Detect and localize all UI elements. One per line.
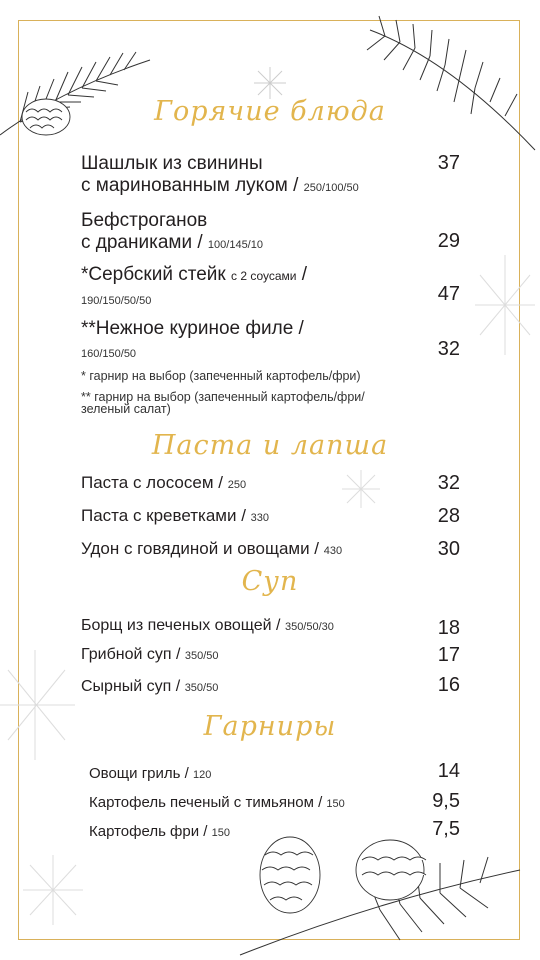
pine-branch-icon xyxy=(360,10,540,170)
item-price: 16 xyxy=(437,674,460,696)
item-weight: 250/100/50 xyxy=(303,182,359,194)
item-price: 37 xyxy=(437,152,460,174)
item-price: 18 xyxy=(437,617,460,639)
item-name: Удон с говядиной и овощами / xyxy=(81,539,320,558)
item-name: Паста с креветками / xyxy=(81,506,246,525)
menu-item xyxy=(81,153,359,199)
snowflake-icon xyxy=(0,645,80,765)
item-weight: 150 xyxy=(326,798,345,810)
item-weight: 190/150/50/50 xyxy=(81,295,152,307)
item-weight: 330 xyxy=(250,512,270,524)
item-weight: 430 xyxy=(323,545,343,557)
menu-item xyxy=(89,822,230,843)
item-name: **Нежное куриное филе / xyxy=(81,318,304,339)
snowflake-icon xyxy=(470,250,540,360)
item-price: 32 xyxy=(437,472,460,494)
item-weight: 100/145/10 xyxy=(207,239,263,251)
item-price: 14 xyxy=(437,760,460,782)
snowflake-icon xyxy=(340,468,382,510)
item-price: 17 xyxy=(437,644,460,666)
section-title-soup: Суп xyxy=(241,566,299,597)
menu-item xyxy=(89,764,211,785)
item-price: 30 xyxy=(437,538,460,560)
item-weight: 150 xyxy=(211,827,230,839)
menu-item xyxy=(81,473,246,495)
menu-item xyxy=(81,539,342,561)
item-price: 29 xyxy=(437,230,460,252)
item-name: Бефстроганов xyxy=(81,210,208,231)
item-name: *Сербский стейк xyxy=(81,264,226,285)
item-name: Сырный суп / xyxy=(81,678,181,695)
item-name: Картофель фри / xyxy=(89,823,208,840)
footnote: ** гарнир на выбор (запеченный картофель/фри/ xyxy=(81,390,365,404)
item-price: 47 xyxy=(437,283,460,305)
item-weight: 250 xyxy=(227,479,247,491)
section-title-pasta: Паста и лапша xyxy=(151,430,389,461)
item-name: Овощи гриль / xyxy=(89,765,189,782)
item-weight: 350/50/30 xyxy=(284,621,334,633)
menu-item xyxy=(81,616,334,637)
pine-branch-icon xyxy=(230,830,530,960)
item-weight: 120 xyxy=(192,769,212,781)
item-name: Борщ из печеных овощей / xyxy=(81,617,281,634)
item-name: Шашлык из свинины xyxy=(81,153,263,174)
menu-item xyxy=(81,210,263,256)
section-title-sides: Гарниры xyxy=(203,711,337,742)
menu-item xyxy=(81,677,218,698)
item-name-cont: с драниками / xyxy=(81,232,203,253)
menu-item xyxy=(81,645,219,666)
item-name-cont: с маринованным луком / xyxy=(81,175,299,196)
snowflake-icon xyxy=(18,850,88,930)
item-weight: 160/150/50 xyxy=(81,348,137,360)
item-weight: 350/50 xyxy=(184,650,219,662)
item-price: 28 xyxy=(437,505,460,527)
menu-item xyxy=(81,264,307,312)
footnote: * гарнир на выбор (запеченный картофель/фри) xyxy=(81,369,361,383)
menu-item xyxy=(81,506,269,528)
menu-item xyxy=(89,793,345,814)
item-name: Паста с лососем / xyxy=(81,473,223,492)
footnote: зеленый салат) xyxy=(81,402,171,416)
item-slash: / xyxy=(296,264,308,285)
item-price: 32 xyxy=(437,338,460,360)
section-title-hot-dishes: Горячие блюда xyxy=(154,96,386,127)
item-price: 7,5 xyxy=(432,818,460,840)
item-price: 9,5 xyxy=(432,790,460,812)
item-note: с 2 соусами xyxy=(231,269,297,283)
menu-item xyxy=(81,318,304,365)
item-weight: 350/50 xyxy=(184,682,219,694)
item-name: Грибной суп / xyxy=(81,646,181,663)
item-name: Картофель печеный с тимьяном / xyxy=(89,794,323,811)
